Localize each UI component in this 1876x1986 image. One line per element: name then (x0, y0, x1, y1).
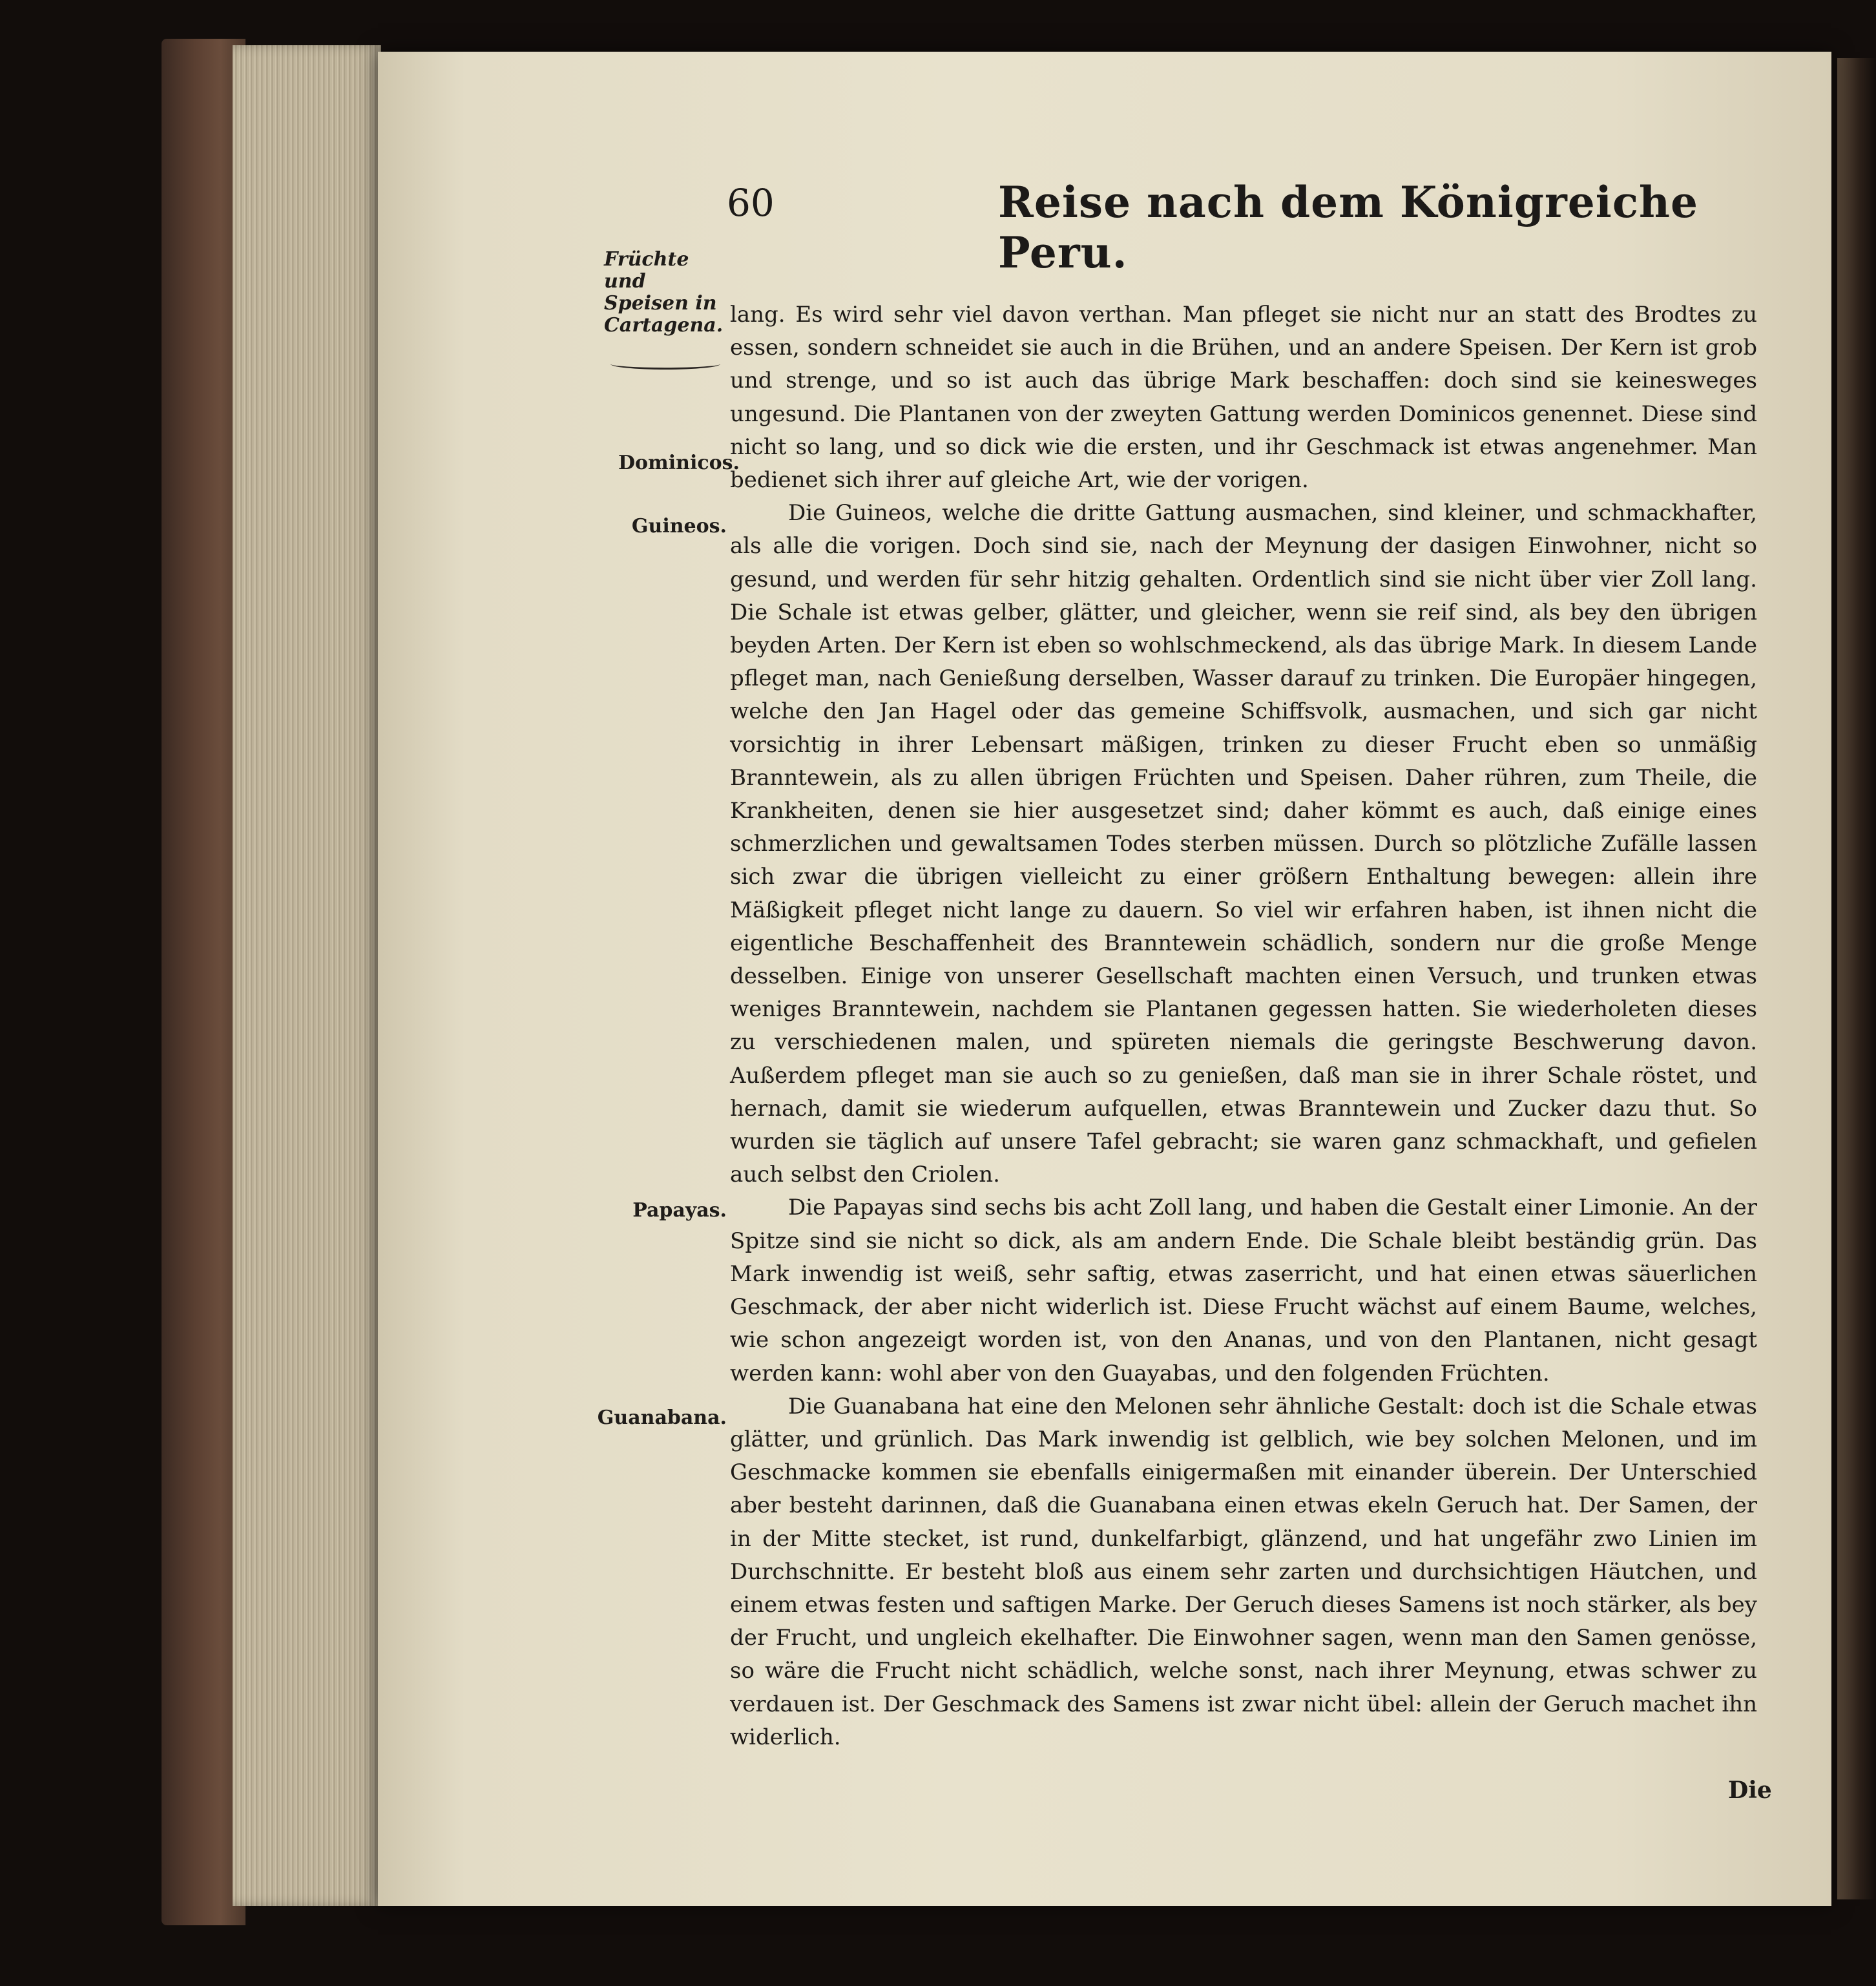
page-number: 60 (727, 181, 775, 225)
paragraph-guineos: Die Guineos, welche die dritte Gattung ausmachen, sind kleiner, und schmackhafter, als alle die vorigen. Doch sind sie, nach der Meynung der dasigen Einwohner, nicht so gesund, und werden für sehr hitzig gehalten. Ordentlich sind sie nicht über vier Zoll lang. Die Schale ist etwas gelber, glätter, und gleicher, wenn sie reif sind, als bey den übrigen beyden Arten. Der Kern ist eben so wohlschmeckend, als das übrige Mark. In diesem Lande pfleget man, nach Genießung derselben, Wasser darauf zu trinken. Die Europäer hingegen, welche den Jan Hagel oder das gemeine Schiffsvolk, ausmachen, und sich gar nicht vorsichtig in ihrer Lebensart mäßigen, trinken zu dieser Frucht eben so unmäßig Branntewein, als zu allen übrigen Früchten und Speisen. Daher rühren, zum Theile, die Krankheiten, denen sie hier ausgesetzet sind; daher kömmt es auch, daß einige eines schmerzlichen und gewaltsamen Todes sterben müssen. Durch so plötzliche Zufälle lassen sich zwar die übrigen vielleicht zu einer größern Enthaltung bewegen: allein ihre Mäßigkeit pfleget nicht lange zu dauern. So viel wir erfahren haben, ist ihnen nicht die eigentliche Beschaffenheit des Branntewein schädlich, sondern nur die große Menge desselben. Einige von unserer Gesellschaft machten einen Versuch, und trunken etwas weniges Branntewein, nachdem sie Plantanen gegessen hatten. Sie wiederholeten dieses zu verschiedenen malen, und spüreten niemals die geringste Beschwerung davon. Außerdem pfleget man sie auch so zu genießen, daß man sie in ihrer Schale röstet, und hernach, damit sie wiederum aufquellen, etwas Branntewein und Zucker dazu thut. So wurden sie täglich auf unsere Tafel gebracht; sie waren ganz schmackhaft, und gefielen auch selbst den Criolen. (730, 500, 1757, 1188)
body-text (730, 298, 1757, 1754)
paragraph-papayas: Die Papayas sind sechs bis acht Zoll lang, und haben die Gestalt einer Limonie. An der Spitze sind sie nicht so dick, als am andern Ende. Die Schale bleibt beständig grün. Das Mark inwendig ist weiß, sehr saftig, etwas zaserricht, und hat einen etwas säuerlichen Geschmack, der aber nicht widerlich ist. Diese Frucht wächst auf einem Baume, welches, wie schon angezeigt worden ist, von den Ananas, und von den Plantanen, nicht gesagt werden kann: wohl aber von den Guayabas, und den folgenden Früchten. (730, 1195, 1757, 1386)
margin-note-papayas: Papayas. (632, 1199, 727, 1222)
book-page (378, 52, 1831, 1906)
running-title: Reise nach dem Königreiche Peru. (998, 177, 1699, 278)
facing-page-edge (1837, 58, 1876, 1899)
catchword: Die (1728, 1777, 1772, 1804)
margin-ornament-rule (610, 359, 720, 370)
margin-note-dominicos: Dominicos. (618, 452, 740, 474)
stacked-page-edges (233, 45, 381, 1906)
paragraph-guanabana: Die Guanabana hat eine den Melonen sehr ähnliche Gestalt: doch ist die Schale etwas glätter, und grünlich. Das Mark inwendig ist gelblich, wie bey solchen Melonen, und im Geschmacke kommen sie ebenfalls einigermaßen mit einander überein. Der Unterschied aber besteht darinnen, daß die Guanabana einen etwas ekeln Geruch hat. Der Samen, der in der Mitte stecket, ist rund, dunkelfarbigt, glänzend, und hat ungefähr zwo Linien im Durchschnitte. Er besteht bloß aus einem sehr zarten und durchsichtigen Häutchen, und einem etwas festen und saftigen Marke. Der Geruch dieses Samens ist noch stärker, als bey der Frucht, und ungleich ekelhafter. Die Einwohner sagen, wenn man den Samen genösse, so wäre die Frucht nicht schädlich, welche sonst, nach ihrer Meynung, etwas schwer zu verdauen ist. Der Geschmack des Samens ist zwar nicht übel: allein der Geruch machet ihn widerlich. (730, 1393, 1757, 1750)
margin-note-guanabana: Guanabana. (597, 1406, 727, 1429)
margin-note-guineos: Guineos. (631, 515, 727, 538)
paragraph-continued: lang. Es wird sehr viel davon verthan. Man pfleget sie nicht nur an statt des Brodtes zu essen, sondern schneidet sie auch in die Brühen, und an andere Speisen. Der Kern ist grob und strenge, und so ist auch das übrige Mark beschaffen: doch sind sie keinesweges ungesund. Die Plantanen von der zweyten Gattung werden Dominicos genennet. Diese sind nicht so lang, und so dick wie die ersten, und ihr Geschmack ist etwas angenehmer. Man bedienet sich ihrer auf gleiche Art, wie der vorigen. (730, 302, 1757, 494)
margin-note-fruits: Früchte und Speisen in Cartagena. (604, 248, 724, 337)
marginalia-column (378, 52, 740, 1906)
